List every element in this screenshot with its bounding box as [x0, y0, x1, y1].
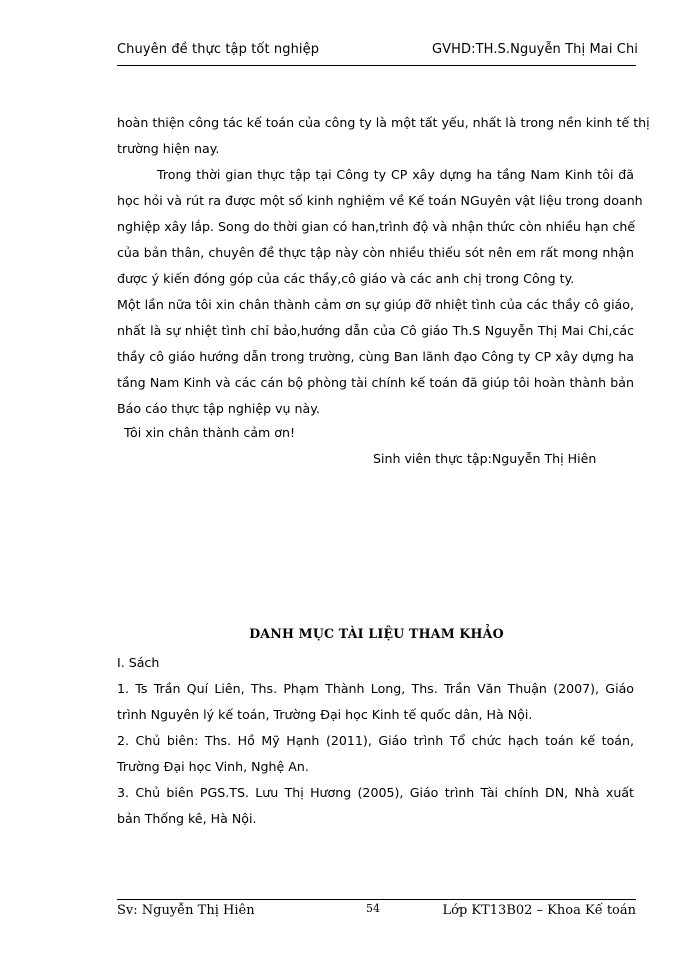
body-line: tầng Nam Kinh và các cán bộ phòng tài chính kế toán đã giúp tôi hoàn thành bản	[117, 375, 634, 390]
references-title: DANH MỤC TÀI LIỆU THAM KHẢO	[249, 626, 504, 641]
footer-class: Lớp KT13B02 – Khoa Kế toán	[442, 903, 636, 918]
body-line: của bản thân, chuyên đề thực tập này còn nhiều thiếu sót nên em rất mong nhận	[117, 245, 634, 260]
footer-rule	[117, 899, 636, 900]
body-line: nhất là sự nhiệt tình chỉ bảo,hướng dẫn của Cô giáo Th.S Nguyễn Thị Mai Chi,các	[117, 323, 634, 338]
header-advisor: GVHD:TH.S.Nguyễn Thị Mai Chi	[432, 42, 638, 57]
reference-item-cont: trình Nguyên lý kế toán, Trường Đại học Kinh tế quốc dân, Hà Nội.	[117, 707, 533, 722]
body-line: trường hiện nay.	[117, 141, 220, 156]
body-line: học hỏi và rút ra được một số kinh nghiệm về Kế toán NGuyên vật liệu trong doanh	[117, 193, 643, 208]
body-line: Một lần nữa tôi xin chân thành cảm ơn sự giúp đỡ nhiệt tình của các thầy cô giáo,	[117, 297, 634, 312]
body-line: được ý kiến đóng góp của các thầy,cô giáo và các anh chị trong Công ty.	[117, 271, 575, 286]
header-title: Chuyên đề thực tập tốt nghiệp	[117, 42, 320, 57]
page-number: 54	[366, 902, 380, 915]
signature-line: Sinh viên thực tập:Nguyễn Thị Hiên	[373, 451, 597, 466]
references-section: I. Sách	[117, 655, 160, 670]
body-line: thầy cô giáo hướng dẫn trong trường, cùng Ban lãnh đạo Công ty CP xây dựng ha	[117, 349, 634, 364]
footer-student: Sv: Nguyễn Thị Hiên	[117, 903, 255, 918]
body-line: nghiệp xây lắp. Song do thời gian có han,trình độ và nhận thức còn nhiều hạn chế	[117, 219, 636, 234]
thanks-line: Tôi xin chân thành cảm ơn!	[124, 425, 296, 440]
body-line: Trong thời gian thực tập tại Công ty CP xây dựng ha tầng Nam Kinh tôi đã	[157, 167, 634, 182]
reference-item-cont: Trường Đại học Vinh, Nghệ An.	[117, 759, 309, 774]
reference-item-cont: bản Thống kê, Hà Nội.	[117, 811, 257, 826]
reference-item: 2. Chủ biên: Ths. Hồ Mỹ Hạnh (2011), Giáo trình Tổ chức hạch toán kế toán,	[117, 733, 634, 748]
header-rule	[117, 65, 636, 66]
reference-item: 3. Chủ biên PGS.TS. Lưu Thị Hương (2005), Giáo trình Tài chính DN, Nhà xuất	[117, 785, 634, 800]
body-line: Báo cáo thực tập nghiệp vụ này.	[117, 401, 320, 416]
reference-item: 1. Ts Trần Quí Liên, Ths. Phạm Thành Long, Ths. Trần Văn Thuận (2007), Giáo	[117, 681, 634, 696]
body-line: hoàn thiện công tác kế toán của công ty là một tất yếu, nhất là trong nền kinh tế thị	[117, 115, 650, 130]
